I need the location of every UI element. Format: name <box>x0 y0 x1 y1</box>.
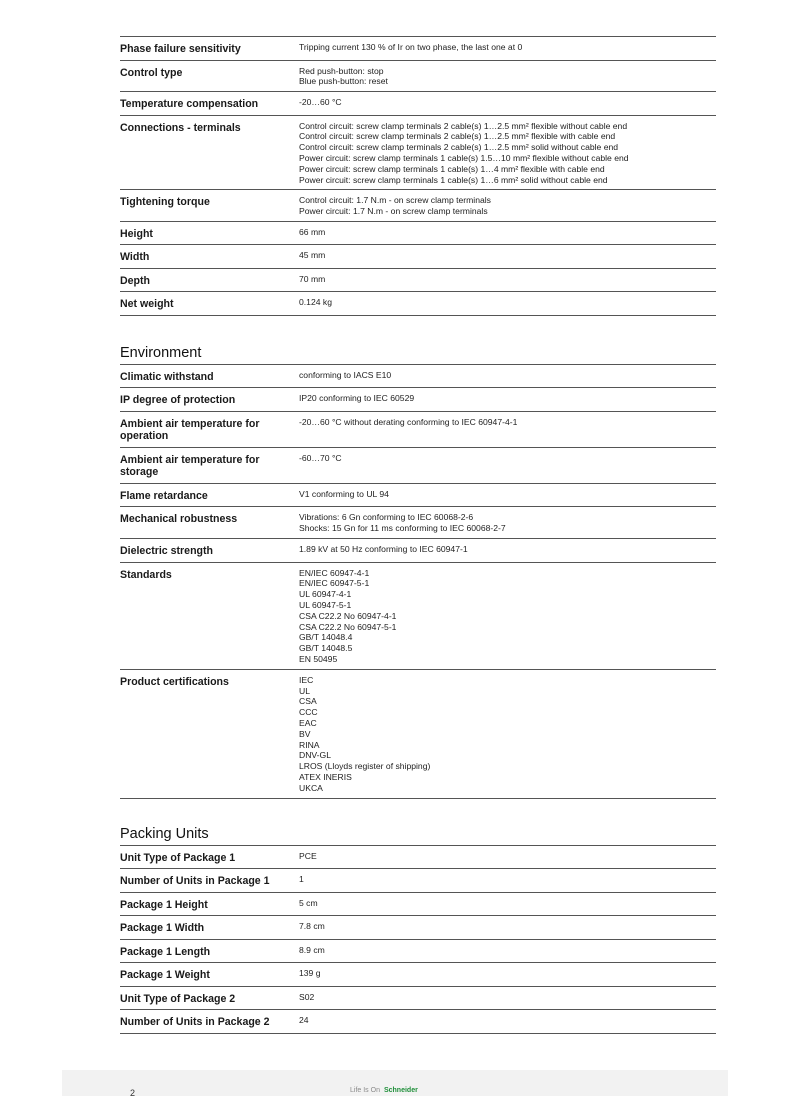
spec-row <box>120 1009 716 1034</box>
spec-value-line: ATEX INERIS <box>299 771 352 782</box>
spec-value-line: Red push-button: stop <box>299 65 384 76</box>
spec-row <box>120 387 716 411</box>
spec-value-line: S02 <box>299 991 315 1002</box>
environment-table <box>120 364 716 799</box>
spec-value <box>299 967 716 982</box>
spec-label: Number of Units in Package 2 <box>120 1016 270 1028</box>
spec-label: Width <box>120 251 150 264</box>
spec-value <box>299 897 716 912</box>
spec-value-line: Power circuit: screw clamp terminals 1 cable(s) 1…4 mm² flexible with cable end <box>299 163 605 174</box>
spec-row <box>120 91 716 115</box>
spec-value-line: CSA C22.2 No 60947-4-1 <box>299 610 397 621</box>
spec-value-line: Control circuit: screw clamp terminals 2 cable(s) 1…2.5 mm² flexible with cable end <box>299 131 616 142</box>
spec-value-line: CSA C22.2 No 60947-5-1 <box>299 621 397 632</box>
spec-value-line: Blue push-button: reset <box>299 76 388 87</box>
spec-row <box>120 291 716 316</box>
spec-value-line: IEC <box>299 674 314 685</box>
spec-value-line: GB/T 14048.5 <box>299 643 353 654</box>
spec-value <box>299 369 716 384</box>
spec-row <box>120 669 716 799</box>
spec-value-line: conforming to IACS E10 <box>299 369 392 380</box>
packing-units-table <box>120 845 716 1034</box>
spec-value-line: UL <box>299 685 310 696</box>
spec-value <box>299 543 716 558</box>
spec-value-line: 0.124 kg <box>299 297 332 308</box>
spec-row <box>120 60 716 92</box>
spec-value <box>299 194 716 217</box>
spec-label: Phase failure sensitivity <box>120 43 241 55</box>
spec-value-line: CSA <box>299 696 317 707</box>
spec-value-line: 70 mm <box>299 273 326 284</box>
spec-value <box>299 96 716 111</box>
spec-value-line: EN 50495 <box>299 653 338 664</box>
spec-value-line: EN/IEC 60947-4-1 <box>299 567 370 578</box>
spec-value-line: V1 conforming to UL 94 <box>299 488 389 499</box>
spec-label: Depth <box>120 274 151 287</box>
spec-label: Package 1 Width <box>120 922 205 934</box>
spec-value-line: Power circuit: screw clamp terminals 1 cable(s) 1…6 mm² solid without cable end <box>299 174 608 185</box>
spec-value <box>299 416 716 443</box>
spec-row <box>120 447 716 483</box>
spec-row <box>120 483 716 507</box>
spec-value <box>299 488 716 503</box>
spec-row <box>120 189 716 221</box>
spec-value-line: UL 60947-5-1 <box>299 599 352 610</box>
spec-label: Temperature compensation <box>120 98 259 111</box>
spec-value <box>299 850 716 865</box>
spec-value-line: 7.8 cm <box>299 921 325 931</box>
spec-label: Climatic withstand <box>120 370 214 383</box>
spec-row <box>120 221 716 245</box>
spec-value <box>299 41 716 56</box>
spec-label: Height <box>120 227 153 240</box>
spec-value-line: GB/T 14048.4 <box>299 632 353 643</box>
spec-value <box>299 249 716 264</box>
spec-value-line: 24 <box>299 1015 309 1025</box>
spec-value <box>299 1014 716 1029</box>
spec-value-line: -20…60 °C <box>299 97 342 108</box>
brand-name: Schneider <box>383 1087 418 1094</box>
spec-value-line: 1 <box>299 874 304 884</box>
spec-table <box>120 36 716 316</box>
spec-row <box>120 845 716 869</box>
spec-value-line: EAC <box>299 717 317 728</box>
spec-value-line: EN/IEC 60947-5-1 <box>299 578 370 589</box>
spec-label: Package 1 Weight <box>120 969 210 981</box>
spec-value-line: RINA <box>299 739 320 750</box>
spec-value-line: CCC <box>299 707 318 718</box>
spec-label: Package 1 Height <box>120 898 208 911</box>
spec-value-line: Power circuit: 1.7 N.m - on screw clamp terminals <box>299 206 488 217</box>
spec-label: Product certifications <box>120 675 229 688</box>
spec-value <box>299 674 716 794</box>
spec-row <box>120 268 716 292</box>
spec-value-line: 8.9 cm <box>299 944 325 955</box>
brand-logo <box>350 1087 418 1094</box>
spec-label: Ambient air temperature for operation <box>120 417 260 443</box>
spec-label: Control type <box>120 66 183 79</box>
spec-value-line: -60…70 °C <box>299 452 342 463</box>
spec-value <box>299 944 716 959</box>
spec-row <box>120 115 716 190</box>
spec-value-line: Shocks: 15 Gn for 11 ms conforming to IEC 60068-2-7 <box>299 523 506 534</box>
datasheet-page <box>120 36 716 1034</box>
spec-row <box>120 506 716 538</box>
spec-value <box>299 991 716 1006</box>
spec-value-line: 66 mm <box>299 226 326 237</box>
spec-value-line: Power circuit: screw clamp terminals 1 cable(s) 1.5…10 mm² flexible without cable end <box>299 152 629 163</box>
spec-label: Flame retardance <box>120 489 208 502</box>
spec-row <box>120 868 716 892</box>
spec-value-line: Vibrations: 6 Gn conforming to IEC 60068-2-6 <box>299 512 474 523</box>
spec-row <box>120 562 716 669</box>
spec-value-line: Control circuit: 1.7 N.m - on screw clamp terminals <box>299 195 491 206</box>
spec-label: Unit Type of Package 2 <box>120 992 236 1005</box>
spec-row <box>120 538 716 562</box>
environment-title: Environment <box>120 344 202 361</box>
spec-row <box>120 364 716 388</box>
spec-row <box>120 986 716 1010</box>
spec-label: Ambient air temperature for storage <box>120 453 260 479</box>
spec-value-line: IP20 conforming to IEC 60529 <box>299 393 415 404</box>
spec-value-line: 1.89 kV at 50 Hz conforming to IEC 60947-1 <box>299 544 468 555</box>
spec-value-line: 139 g <box>299 968 321 978</box>
spec-value <box>299 452 716 479</box>
spec-label: Dielectric strength <box>120 545 214 558</box>
spec-value-line: UL 60947-4-1 <box>299 589 352 600</box>
spec-row <box>120 244 716 268</box>
spec-row <box>120 939 716 963</box>
spec-row <box>120 36 716 60</box>
spec-value-line: Control circuit: screw clamp terminals 2 cable(s) 1…2.5 mm² flexible without cable end <box>299 120 628 131</box>
spec-value <box>299 920 716 935</box>
spec-value <box>299 273 716 288</box>
spec-label: Number of Units in Package 1 <box>120 875 270 887</box>
spec-value <box>299 873 716 888</box>
spec-value-line: Tripping current 130 % of Ir on two phase, the last one at 0 <box>299 42 523 52</box>
spec-value-line: 5 cm <box>299 897 318 908</box>
spec-row <box>120 915 716 939</box>
spec-value-line: PCE <box>299 850 317 861</box>
spec-row <box>120 892 716 916</box>
spec-value-line: -20…60 °C without derating conforming to IEC 60947-4-1 <box>299 416 518 427</box>
spec-value-line: LROS (Lloyds register of shipping) <box>299 761 431 772</box>
spec-value-line: Control circuit: screw clamp terminals 2 cable(s) 1…2.5 mm² solid without cable end <box>299 142 619 153</box>
spec-value-line: UKCA <box>299 782 323 793</box>
spec-label: Net weight <box>120 298 174 311</box>
spec-value <box>299 511 716 534</box>
spec-label: Standards <box>120 568 172 581</box>
spec-value-line: DNV-GL <box>299 750 331 761</box>
page-number: 2 <box>130 1088 136 1098</box>
spec-row <box>120 411 716 447</box>
spec-value <box>299 296 716 311</box>
spec-label: Mechanical robustness <box>120 513 238 526</box>
spec-label: Unit Type of Package 1 <box>120 851 236 864</box>
spec-value <box>299 65 716 88</box>
brand-tagline: Life Is On <box>350 1087 380 1094</box>
spec-value <box>299 567 716 665</box>
spec-label: IP degree of protection <box>120 394 236 407</box>
spec-label: Tightening torque <box>120 196 210 209</box>
spec-value <box>299 120 716 186</box>
spec-value-line: 45 mm <box>299 250 326 261</box>
spec-value-line: BV <box>299 728 311 739</box>
spec-label: Connections - terminals <box>120 121 241 134</box>
spec-value <box>299 392 716 407</box>
packing-units-title: Packing Units <box>120 825 209 842</box>
spec-label: Package 1 Length <box>120 945 211 958</box>
spec-value <box>299 226 716 241</box>
spec-row <box>120 962 716 986</box>
